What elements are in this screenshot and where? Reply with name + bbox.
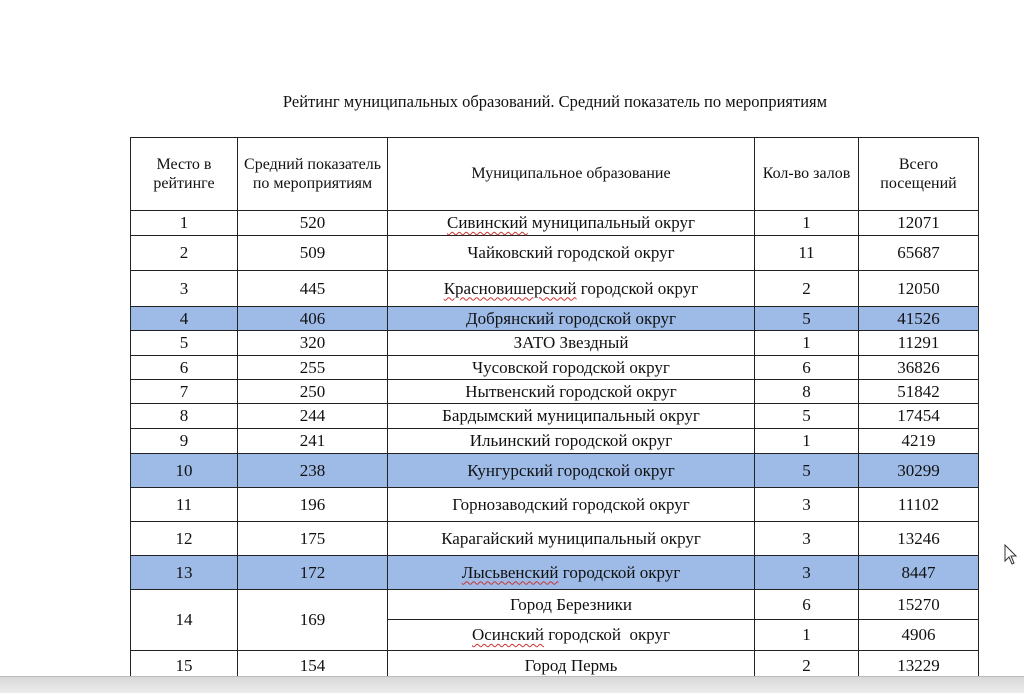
average-cell: 196 (238, 488, 388, 522)
municipality-cell (388, 271, 755, 307)
municipality-cell (388, 620, 755, 651)
average-cell: 154 (238, 651, 388, 681)
average-cell: 241 (238, 429, 388, 454)
table-row (131, 380, 979, 404)
municipality-name: ЗАТО Звездный (513, 333, 629, 353)
municipality-cell (388, 356, 755, 380)
halls-cell: 5 (755, 454, 859, 488)
average-cell: 320 (238, 331, 388, 356)
visits-cell: 41526 (859, 307, 979, 331)
municipality-name: Добрянский городской округ (466, 308, 676, 328)
table-row (131, 556, 979, 590)
table-row (131, 522, 979, 556)
rank-cell: 10 (131, 454, 238, 488)
average-cell: 169 (238, 590, 388, 651)
misspelled-word: Сивинский (447, 213, 528, 233)
table-row (131, 211, 979, 236)
visits-cell: 11102 (859, 488, 979, 522)
rank-cell: 12 (131, 522, 238, 556)
halls-cell: 1 (755, 620, 859, 651)
halls-cell: 11 (755, 236, 859, 271)
municipality-cell (388, 236, 755, 271)
visits-cell: 12050 (859, 271, 979, 307)
municipality-cell (388, 454, 755, 488)
visits-cell: 11291 (859, 331, 979, 356)
visits-cell: 13229 (859, 651, 979, 681)
visits-cell: 13246 (859, 522, 979, 556)
misspelled-word: Красновишерский (443, 278, 577, 298)
average-cell: 509 (238, 236, 388, 271)
average-cell: 172 (238, 556, 388, 590)
visits-cell: 8447 (859, 556, 979, 590)
municipality-name: Бардымский муниципальный округ (442, 406, 700, 426)
halls-cell: 3 (755, 488, 859, 522)
municipality-name: городской округ (544, 625, 671, 645)
average-cell: 238 (238, 454, 388, 488)
table-header (131, 138, 979, 211)
halls-cell: 1 (755, 211, 859, 236)
average-cell: 406 (238, 307, 388, 331)
municipality-cell (388, 522, 755, 556)
visits-cell: 65687 (859, 236, 979, 271)
rank-cell: 14 (131, 590, 238, 651)
halls-cell: 5 (755, 404, 859, 429)
visits-cell: 36826 (859, 356, 979, 380)
halls-cell: 3 (755, 522, 859, 556)
average-cell: 520 (238, 211, 388, 236)
table-row (131, 356, 979, 380)
municipality-cell (388, 307, 755, 331)
header-halls: Кол-во залов (755, 138, 859, 211)
visits-cell: 12071 (859, 211, 979, 236)
rank-cell: 6 (131, 356, 238, 380)
rank-cell: 11 (131, 488, 238, 522)
table-row (131, 271, 979, 307)
municipality-name: Чусовской городской округ (472, 357, 670, 377)
rank-cell: 2 (131, 236, 238, 271)
header-rank: Место в рейтинге (131, 138, 238, 211)
average-cell: 250 (238, 380, 388, 404)
rank-cell: 1 (131, 211, 238, 236)
rating-table (130, 137, 979, 681)
misspelled-word: Лысьвенский (461, 562, 559, 582)
municipality-cell (388, 429, 755, 454)
rank-cell: 5 (131, 331, 238, 356)
rank-cell: 15 (131, 651, 238, 681)
municipality-name: Нытвенский городской округ (465, 381, 677, 401)
halls-cell: 1 (755, 429, 859, 454)
municipality-cell (388, 590, 755, 620)
halls-cell: 6 (755, 356, 859, 380)
table-row (131, 331, 979, 356)
table-row (131, 429, 979, 454)
halls-cell: 1 (755, 331, 859, 356)
municipality-cell (388, 380, 755, 404)
document-title: Рейтинг муниципальных образований. Средний показатель по мероприятиям (282, 92, 828, 111)
visits-cell: 4219 (859, 429, 979, 454)
rank-cell: 3 (131, 271, 238, 307)
municipality-name: Чайковский городской округ (467, 243, 675, 263)
halls-cell: 8 (755, 380, 859, 404)
header-visits: Всего посещений (859, 138, 979, 211)
municipality-name: Город Березники (509, 594, 633, 614)
table-row (131, 454, 979, 488)
header-municipality: Муниципальное образование (388, 138, 755, 211)
table-row (131, 488, 979, 522)
municipality-cell (388, 211, 755, 236)
visits-cell: 51842 (859, 380, 979, 404)
municipality-name: городской округ (558, 562, 681, 582)
rank-cell: 9 (131, 429, 238, 454)
rank-cell: 13 (131, 556, 238, 590)
rank-cell: 4 (131, 307, 238, 331)
halls-cell: 2 (755, 651, 859, 681)
halls-cell: 5 (755, 307, 859, 331)
visits-cell: 4906 (859, 620, 979, 651)
municipality-cell (388, 331, 755, 356)
mouse-cursor-icon (1004, 544, 1018, 566)
average-cell: 255 (238, 356, 388, 380)
misspelled-word: Осинский (471, 625, 544, 645)
visits-cell: 30299 (859, 454, 979, 488)
municipality-name: Кунгурский городской округ (467, 460, 675, 480)
municipality-name: Горнозаводский городской округ (452, 494, 690, 514)
bottom-scrollbar-area[interactable] (0, 676, 1024, 693)
rank-cell: 7 (131, 380, 238, 404)
halls-cell: 3 (755, 556, 859, 590)
municipality-cell (388, 404, 755, 429)
visits-cell: 15270 (859, 590, 979, 620)
rank-cell: 8 (131, 404, 238, 429)
table-row (131, 307, 979, 331)
municipality-name: Ильинский городской округ (469, 431, 673, 451)
municipality-name: муниципальный округ (527, 213, 695, 233)
municipality-cell (388, 488, 755, 522)
halls-cell: 6 (755, 590, 859, 620)
table-row (131, 590, 979, 620)
header-average: Средний показатель по мероприятиям (238, 138, 388, 211)
municipality-name: Город Пермь (524, 655, 618, 675)
municipality-name: городской округ (576, 278, 699, 298)
table-row (131, 236, 979, 271)
table-row (131, 404, 979, 429)
visits-cell: 17454 (859, 404, 979, 429)
municipality-name: Карагайский муниципальный округ (441, 528, 701, 548)
municipality-cell (388, 556, 755, 590)
average-cell: 175 (238, 522, 388, 556)
average-cell: 244 (238, 404, 388, 429)
average-cell: 445 (238, 271, 388, 307)
halls-cell: 2 (755, 271, 859, 307)
